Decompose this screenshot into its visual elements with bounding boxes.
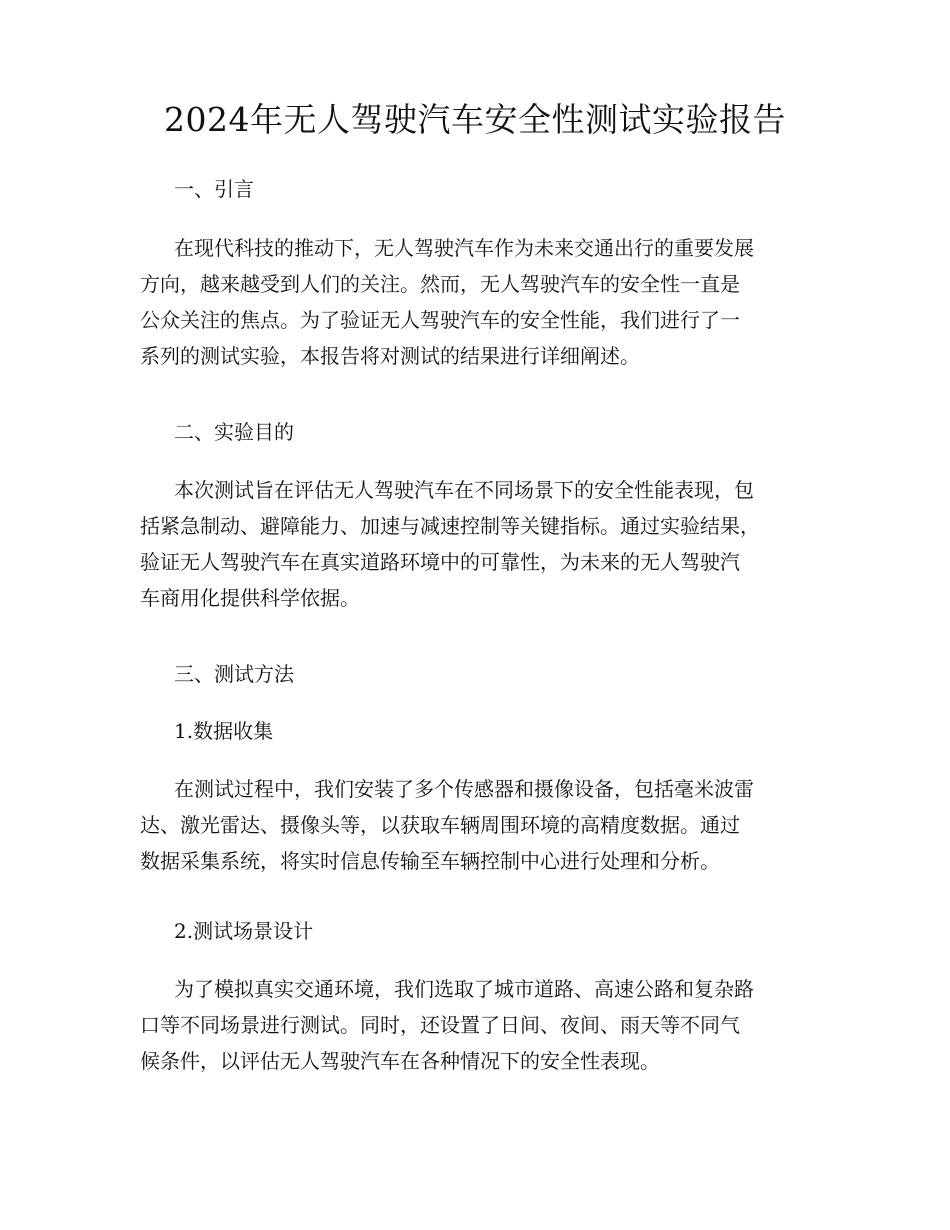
paragraph-line: 达、激光雷达、摄像头等，以获取车辆周围环境的高精度数据。通过 (140, 813, 740, 837)
paragraph-objective (140, 472, 840, 616)
document-title: 2024年无人驾驶汽车安全性测试实验报告 (164, 100, 786, 139)
paragraph-line: 为了模拟真实交通环境，我们选取了城市道路、高速公路和复杂路 (174, 977, 754, 1001)
paragraph-line: 验证无人驾驶汽车在真实道路环境中的可靠性，为未来的无人驾驶汽 (140, 550, 740, 574)
paragraph-introduction (140, 230, 840, 374)
paragraph-line: 候条件，以评估无人驾驶汽车在各种情况下的安全性表现。 (140, 1049, 660, 1073)
paragraph-line: 在测试过程中，我们安装了多个传感器和摄像设备，包括毫米波雷 (174, 777, 754, 801)
section-heading-objective: 二、实验目的 (174, 420, 294, 444)
paragraph-line: 本次测试旨在评估无人驾驶汽车在不同场景下的安全性能表现，包 (174, 478, 754, 502)
paragraph-line: 括紧急制动、避障能力、加速与减速控制等关键指标。通过实验结果， (140, 514, 760, 538)
section-heading-test-method: 三、测试方法 (174, 662, 294, 686)
paragraph-line: 在现代科技的推动下，无人驾驶汽车作为未来交通出行的重要发展 (174, 236, 754, 260)
paragraph-data-collection (140, 771, 840, 879)
paragraph-line: 公众关注的焦点。为了验证无人驾驶汽车的安全性能，我们进行了一 (140, 308, 740, 332)
paragraph-line: 系列的测试实验，本报告将对测试的结果进行详细阐述。 (140, 344, 640, 368)
paragraph-line: 数据采集系统，将实时信息传输至车辆控制中心进行处理和分析。 (140, 849, 720, 873)
paragraph-line: 方向，越来越受到人们的关注。然而，无人驾驶汽车的安全性一直是 (140, 272, 740, 296)
paragraph-scenario-design (140, 971, 840, 1079)
subsection-heading-data-collection: 1.数据收集 (174, 719, 274, 743)
section-heading-introduction: 一、引言 (174, 177, 254, 201)
paragraph-line: 车商用化提供科学依据。 (140, 586, 360, 610)
subsection-heading-scenario-design: 2.测试场景设计 (174, 919, 314, 943)
paragraph-line: 口等不同场景进行测试。同时，还设置了日间、夜间、雨天等不同气 (140, 1013, 740, 1037)
